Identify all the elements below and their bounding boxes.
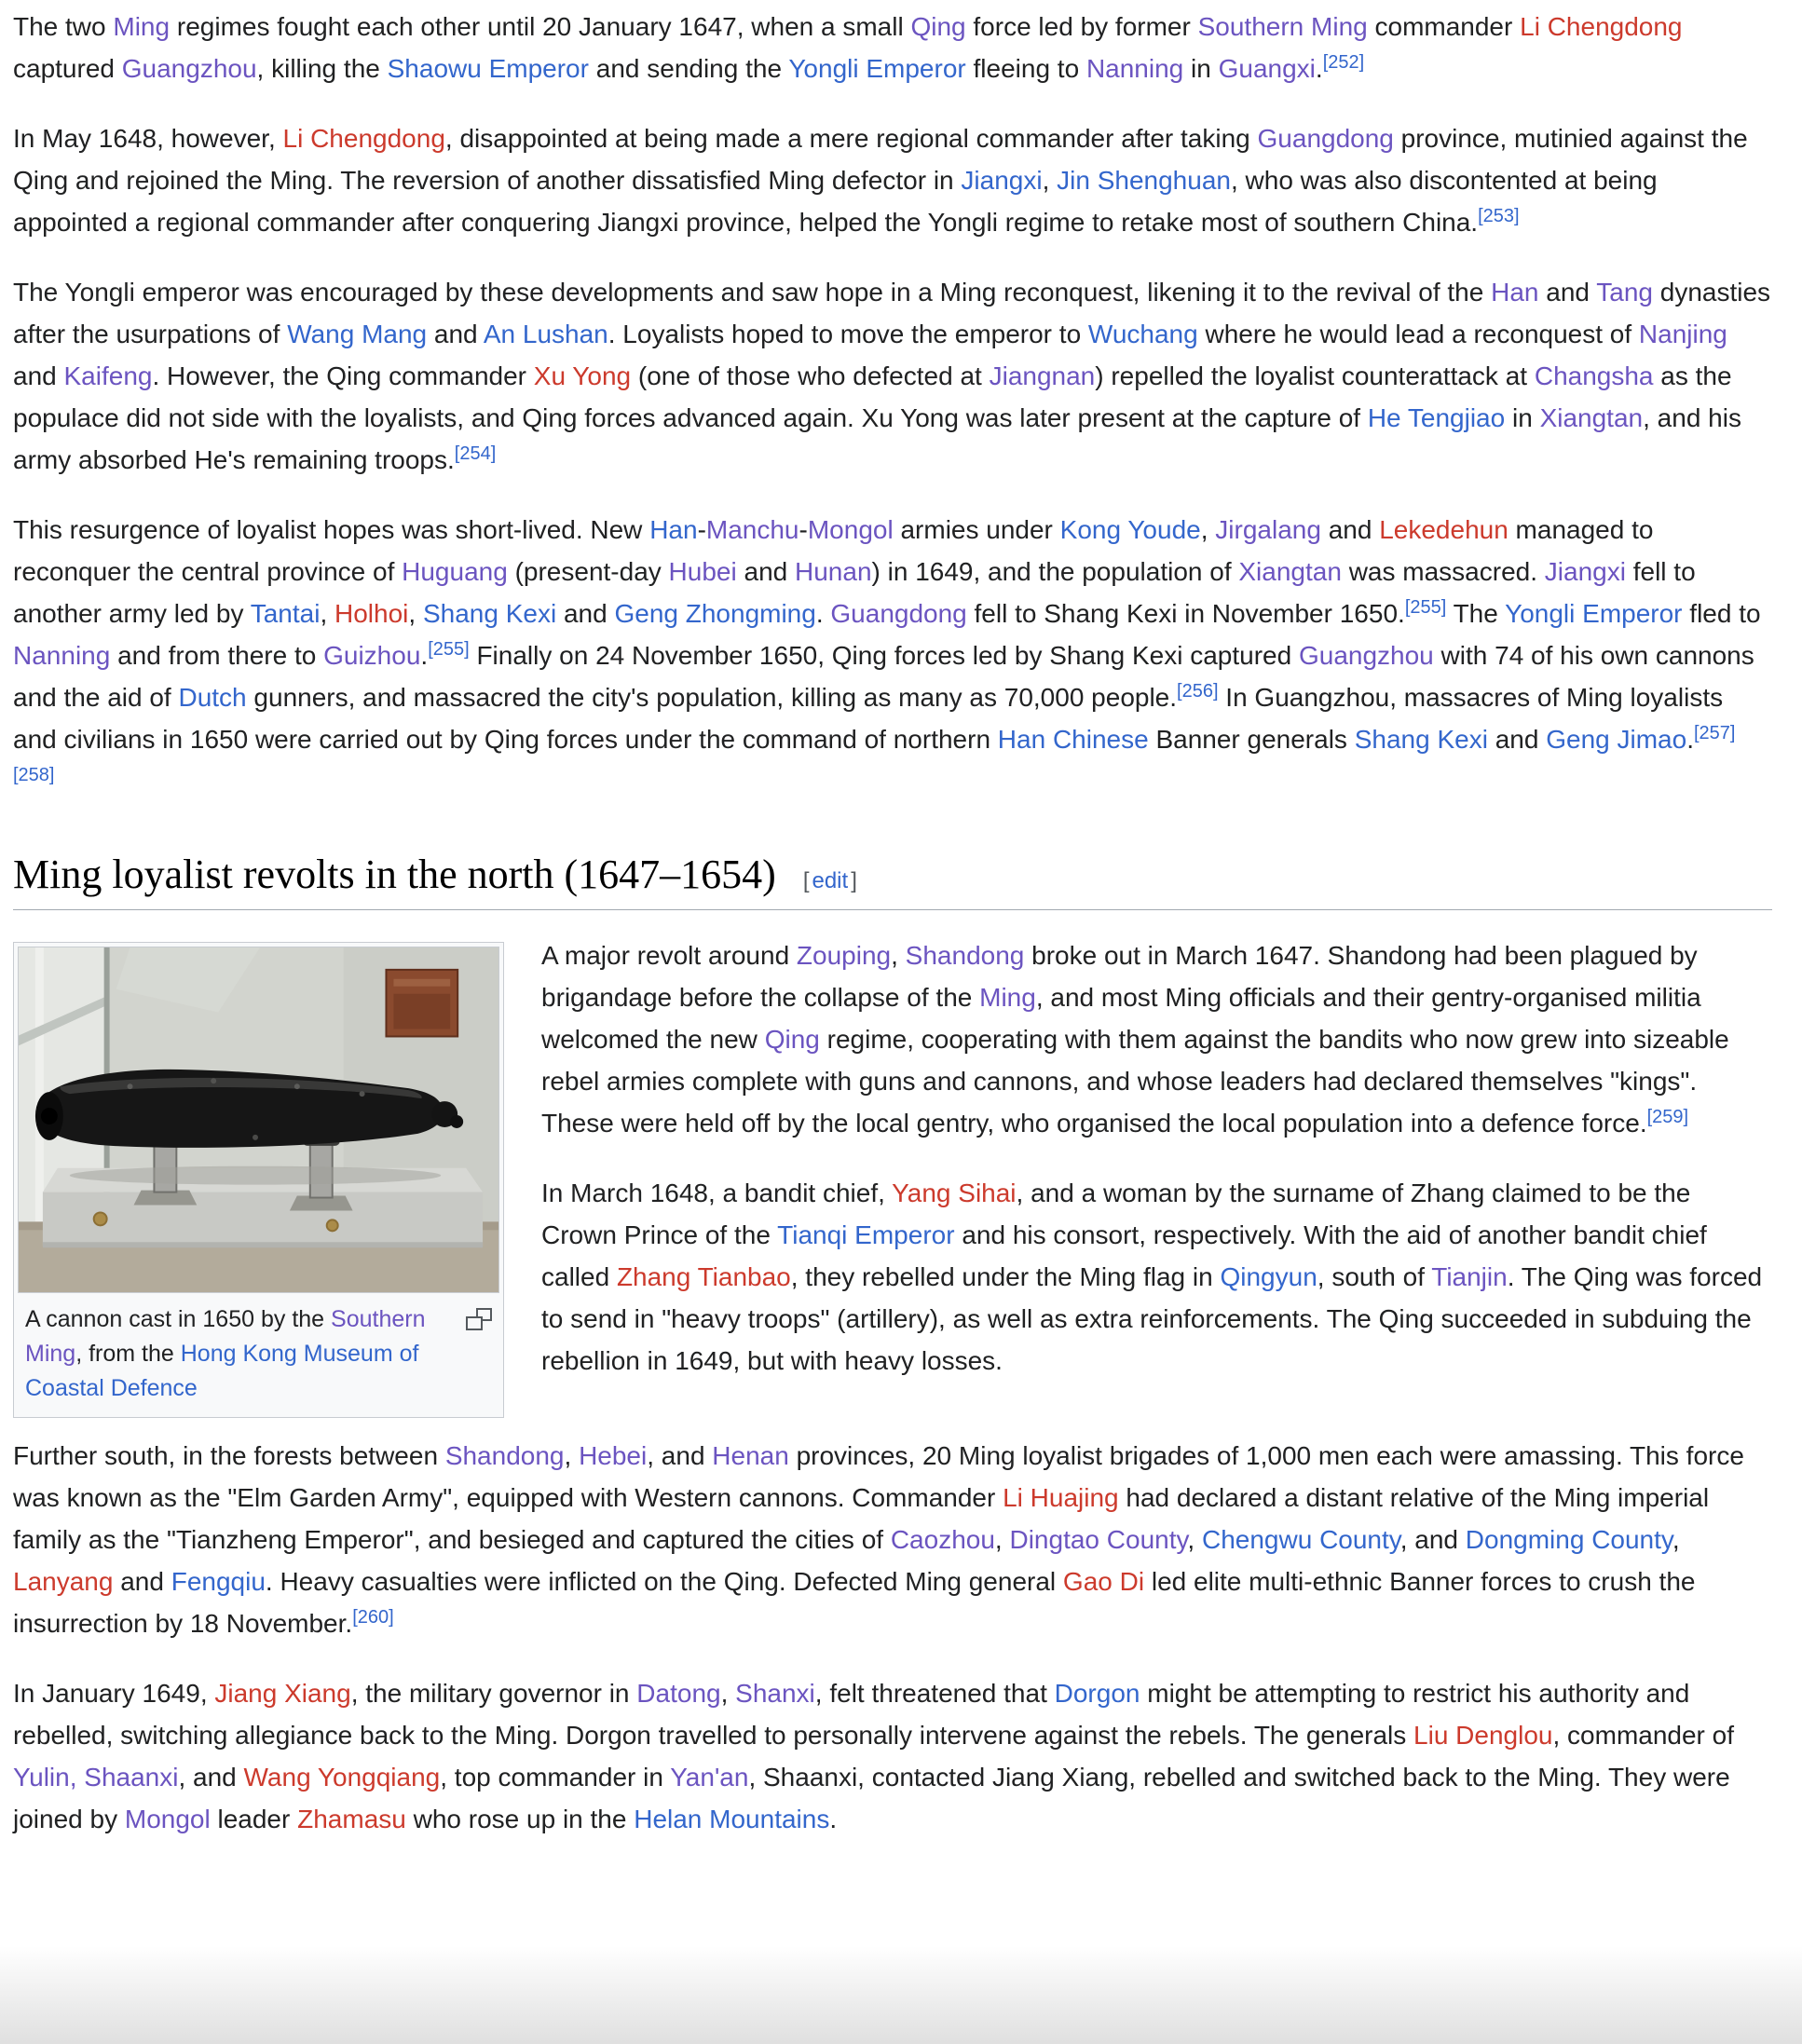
reference-marker [428, 639, 469, 660]
wiki-link[interactable]: Kaifeng [63, 361, 153, 390]
wiki-link[interactable]: Changsha [1534, 361, 1654, 390]
reference-link[interactable]: [256] [1177, 681, 1219, 702]
wiki-link[interactable]: Kong Youde [1059, 515, 1201, 544]
wiki-link[interactable]: An Lushan [483, 320, 608, 348]
wiki-link[interactable]: Xiangtan [1539, 403, 1644, 432]
section-heading [13, 851, 1772, 910]
wiki-link[interactable]: Tantai [250, 599, 321, 628]
reference-marker [1478, 206, 1519, 226]
wiki-link[interactable]: Ming [113, 12, 171, 41]
wiki-link[interactable]: Ming [979, 982, 1036, 1012]
reference-link[interactable]: [254] [454, 443, 497, 464]
wiki-link[interactable]: He Tengjiao [1367, 403, 1506, 432]
wiki-link[interactable]: Qing [910, 12, 966, 41]
wiki-link[interactable]: Han [649, 515, 698, 544]
reference-marker [13, 765, 54, 785]
wiki-link[interactable]: Jiangxi [1544, 557, 1626, 586]
wiki-link[interactable]: Xiangtan [1238, 557, 1342, 586]
reference-marker [1177, 681, 1218, 702]
reference-marker [352, 1607, 393, 1628]
wiki-link[interactable]: Guangzhou [121, 54, 257, 83]
edit-bracket-open: [ [802, 868, 810, 893]
cannon-photo-graphic [19, 947, 498, 1292]
wiki-link[interactable]: Tang [1596, 278, 1653, 307]
wiki-link[interactable]: Guangdong [830, 599, 967, 628]
reference-link[interactable]: [255] [428, 639, 470, 660]
reference-link[interactable]: [259] [1646, 1106, 1689, 1127]
reference-marker [1323, 52, 1364, 73]
wiki-link[interactable]: Shaowu Emperor [387, 54, 589, 83]
wiki-link[interactable]: Shang Kexi [1354, 725, 1488, 754]
expand-icon[interactable] [466, 1308, 492, 1330]
wiki-link[interactable]: Dorgon [1054, 1678, 1140, 1708]
paragraph: This resurgence of loyalist hopes was short-lived. New Han-Manchu-Mongol armies under Kong Youde, Jirgalang and Lekedehun managed to reconquer the central province of Huguang (present-day Hubei and Hunan) in 1649, and the population of Xiangtan was massacred. Jiangxi fell to another army led by Tantai, Holhoi, Shang Kexi and Geng Zhongming. Guangdong fell to Shang Kexi in November 1650.[255] The Yongli Emperor fled to Nanning and from there to Guizhou.[255] Finally on 24 November 1650, Qing forces led by Shang Kexi captured Guangzhou with 74 of his own cannons and the aid of Dutch gunners, and massacred the city's population, killing as many as 70,000 people.[256] In Guangzhou, massacres of Ming loyalists and civilians in 1650 were carried out by Qing forces under the command of northern Han Chinese Banner generals Shang Kexi and Geng Jimao.[257][258] [13, 515, 1761, 785]
wiki-link[interactable]: Nanning [1085, 54, 1184, 83]
wiki-link[interactable]: Yongli Emperor [788, 54, 966, 83]
wiki-redlink[interactable]: Li Huajing [1003, 1482, 1119, 1512]
wiki-link[interactable]: Jirgalang [1215, 515, 1321, 544]
wiki-redlink[interactable]: Liu Denglou [1413, 1720, 1553, 1750]
wiki-link[interactable]: Manchu [705, 515, 799, 544]
reference-marker [1405, 597, 1446, 618]
wiki-link[interactable]: Caozhou [890, 1524, 995, 1554]
wiki-link[interactable]: Henan [712, 1440, 789, 1470]
image-caption-text: A cannon cast in 1650 by the Southern Ming, from the Hong Kong Museum of Coastal Defence [25, 1305, 426, 1401]
wiki-link[interactable]: Shandong [905, 940, 1025, 970]
wiki-redlink[interactable]: Jiang Xiang [214, 1678, 351, 1708]
reference-link[interactable]: [260] [352, 1606, 394, 1628]
wiki-link[interactable]: Yan'an [670, 1762, 749, 1792]
reference-link[interactable]: [258] [13, 765, 55, 785]
wiki-link[interactable]: Chengwu County [1201, 1524, 1400, 1554]
wiki-link[interactable]: Dingtao County [1009, 1524, 1188, 1554]
wiki-redlink[interactable]: Li Chengdong [282, 124, 445, 153]
bottom-fade-overlay [0, 1946, 1802, 2044]
wiki-link[interactable]: Shanxi [735, 1678, 815, 1708]
paragraph: In March 1648, a bandit chief, Yang Sihai, and a woman by the surname of Zhang claimed to be the Crown Prince of the Tianqi Emperor and his consort, respectively. With the aid of another bandit chief called Zhang Tianbao, they rebelled under the Ming flag in Qingyun, south of Tianjin. The Qing was forced to send in "heavy troops" (artillery), as well as extra reinforcements. The Qing succeeded in subduing the rebellion in 1649, but with heavy losses. [541, 1178, 1763, 1375]
image-caption [18, 1293, 499, 1413]
paragraph: Further south, in the forests between Shandong, Hebei, and Henan provinces, 20 Ming loyalist brigades of 1,000 men each were amassing. This force was known as the "Elm Garden Army", equipped with Western cannons. Commander Li Huajing had declared a distant relative of the Ming imperial family as the "Tianzheng Emperor", and besieged and captured the cities of Caozhou, Dingtao County, Chengwu County, and Dongming County, Lanyang and Fengqiu. Heavy casualties were inflicted on the Qing. Defected Ming general Gao Di led elite multi-ethnic Banner forces to crush the insurrection by 18 November.[260] [13, 1440, 1744, 1638]
wiki-link[interactable]: Datong [636, 1678, 721, 1708]
wiki-redlink[interactable]: Lekedehun [1379, 515, 1508, 544]
wiki-link[interactable]: Hunan [795, 557, 872, 586]
wiki-redlink[interactable]: Xu Yong [533, 361, 632, 390]
wiki-link[interactable]: Nanjing [1638, 320, 1727, 348]
wiki-redlink[interactable]: Yang Sihai [892, 1178, 1017, 1207]
wiki-link[interactable]: Guangzhou [1298, 641, 1434, 670]
wiki-redlink[interactable]: Holhoi [334, 599, 409, 628]
wiki-redlink[interactable]: Lanyang [13, 1566, 114, 1596]
wiki-link[interactable]: Wuchang [1087, 320, 1198, 348]
wiki-link[interactable]: Nanning [13, 641, 111, 670]
wiki-link[interactable]: Tianqi Emperor [777, 1220, 955, 1249]
cannon-photo[interactable] [18, 947, 499, 1293]
reference-link[interactable]: [253] [1478, 206, 1520, 226]
wiki-link[interactable]: Han Chinese [997, 725, 1149, 754]
wiki-redlink[interactable]: Zhamasu [297, 1804, 406, 1833]
wiki-link[interactable]: Shang Kexi [422, 599, 557, 628]
wiki-redlink[interactable]: Gao Di [1062, 1566, 1145, 1596]
wiki-redlink[interactable]: Wang Yongqiang [243, 1762, 441, 1792]
wiki-redlink[interactable]: Li Chengdong [1520, 12, 1683, 41]
reference-marker [455, 443, 496, 464]
reference-link[interactable]: [257] [1693, 723, 1736, 743]
wiki-link[interactable]: Hubei [668, 557, 737, 586]
wiki-link[interactable]: Yulin, Shaanxi [13, 1762, 179, 1792]
paragraph: In May 1648, however, Li Chengdong, disappointed at being made a mere regional commander after taking Guangdong province, mutinied against the Qing and rejoined the Ming. The reversion of another dissatisfied Ming defector in Jiangxi, Jin Shenghuan, who was also discontented at being appointed a regional commander after conquering Jiangxi province, helped the Yongli regime to retake most of southern China.[253] [13, 124, 1748, 237]
wiki-link[interactable]: Zouping [796, 940, 892, 970]
wiki-link[interactable]: Yongli Emperor [1505, 599, 1683, 628]
wiki-link[interactable]: Dongming County [1465, 1524, 1672, 1554]
reference-link[interactable]: [255] [1404, 597, 1447, 618]
thumbnail-figure [13, 942, 504, 1418]
paragraph: The Yongli emperor was encouraged by these developments and saw hope in a Ming reconquest, likening it to the revival of the Han and Tang dynasties after the usurpations of Wang Mang and An Lushan. Loyalists hoped to move the emperor to Wuchang where he would lead a reconquest of Nanjing and Kaifeng. However, the Qing commander Xu Yong (one of those who defected at Jiangnan) repelled the loyalist counterattack at Changsha as the populace did not side with the loyalists, and Qing forces advanced again. Xu Yong was later present at the capture of He Tengjiao in Xiangtan, and his army absorbed He's remaining troops.[254] [13, 278, 1771, 474]
paragraph: A major revolt around Zouping, Shandong broke out in March 1647. Shandong had been plagued by brigandage before the collapse of the Ming, and most Ming officials and their gentry-organised militia welcomed the new Qing regime, cooperating with them against the bandits who now grew into sizeable rebel armies complete with guns and cannons, and whose leaders had declared themselves "kings". These were held off by the local gentry, who organised the local population into a defence force.[259] [541, 940, 1729, 1138]
wiki-link[interactable]: Tianjin [1431, 1261, 1508, 1291]
wiki-link[interactable]: Fengqiu [171, 1566, 266, 1596]
edit-link[interactable]: edit [812, 868, 849, 893]
wiki-link[interactable]: Southern Ming [1197, 12, 1368, 41]
reference-link[interactable]: [252] [1322, 52, 1365, 73]
reference-marker [1694, 723, 1735, 743]
wiki-link[interactable]: Hebei [579, 1440, 648, 1470]
reference-marker [1647, 1107, 1688, 1127]
wiki-link[interactable]: Han [1491, 278, 1539, 307]
wiki-link[interactable]: Helan Mountains [634, 1804, 830, 1833]
wiki-redlink[interactable]: Zhang Tianbao [616, 1261, 791, 1291]
wiki-link[interactable]: Southern Ming [25, 1305, 426, 1367]
wiki-link[interactable]: Geng Zhongming [614, 599, 816, 628]
wiki-link[interactable]: Jiangnan [989, 361, 1096, 390]
paragraph: In January 1649, Jiang Xiang, the military governor in Datong, Shanxi, felt threatened that Dorgon might be attempting to restrict his authority and rebelled, switching allegiance back to the Ming. Dorgon travelled to personally intervene against the rebels. The generals Liu Denglou, commander of Yulin, Shaanxi, and Wang Yongqiang, top commander in Yan'an, Shaanxi, contacted Jiang Xiang, rebelled and switched back to the Ming. They were joined by Mongol leader Zhamasu who rose up in the Helan Mountains. [13, 1678, 1735, 1833]
wiki-link[interactable]: Qingyun [1220, 1261, 1317, 1291]
paragraph: The two Ming regimes fought each other until 20 January 1647, when a small Qing force led by former Southern Ming commander Li Chengdong captured Guangzhou, killing the Shaowu Emperor and sending the Yongli Emperor fleeing to Nanning in Guangxi.[252] [13, 12, 1683, 83]
wiki-link[interactable]: Shandong [444, 1440, 565, 1470]
wiki-link[interactable]: Jin Shenghuan [1057, 166, 1231, 195]
wiki-link[interactable]: Mongol [807, 515, 894, 544]
wiki-link[interactable]: Guangdong [1257, 124, 1394, 153]
wiki-link[interactable]: Guizhou [323, 641, 421, 670]
section-heading-text: Ming loyalist revolts in the north (1647–1654) [13, 852, 776, 897]
wiki-link[interactable]: Guangxi [1218, 54, 1316, 83]
wiki-link[interactable]: Qing [764, 1024, 820, 1054]
edit-section [803, 868, 857, 893]
wiki-link[interactable]: Dutch [178, 683, 247, 712]
wiki-link[interactable]: Geng Jimao [1546, 725, 1687, 754]
wiki-link[interactable]: Wang Mang [287, 320, 428, 348]
wiki-link[interactable]: Hong Kong Museum of Coastal Defence [25, 1340, 419, 1401]
wiki-link[interactable]: Mongol [124, 1804, 211, 1833]
edit-bracket-close: ] [851, 868, 857, 893]
wiki-link[interactable]: Jiangxi [961, 166, 1043, 195]
wiki-link[interactable]: Huguang [402, 557, 508, 586]
